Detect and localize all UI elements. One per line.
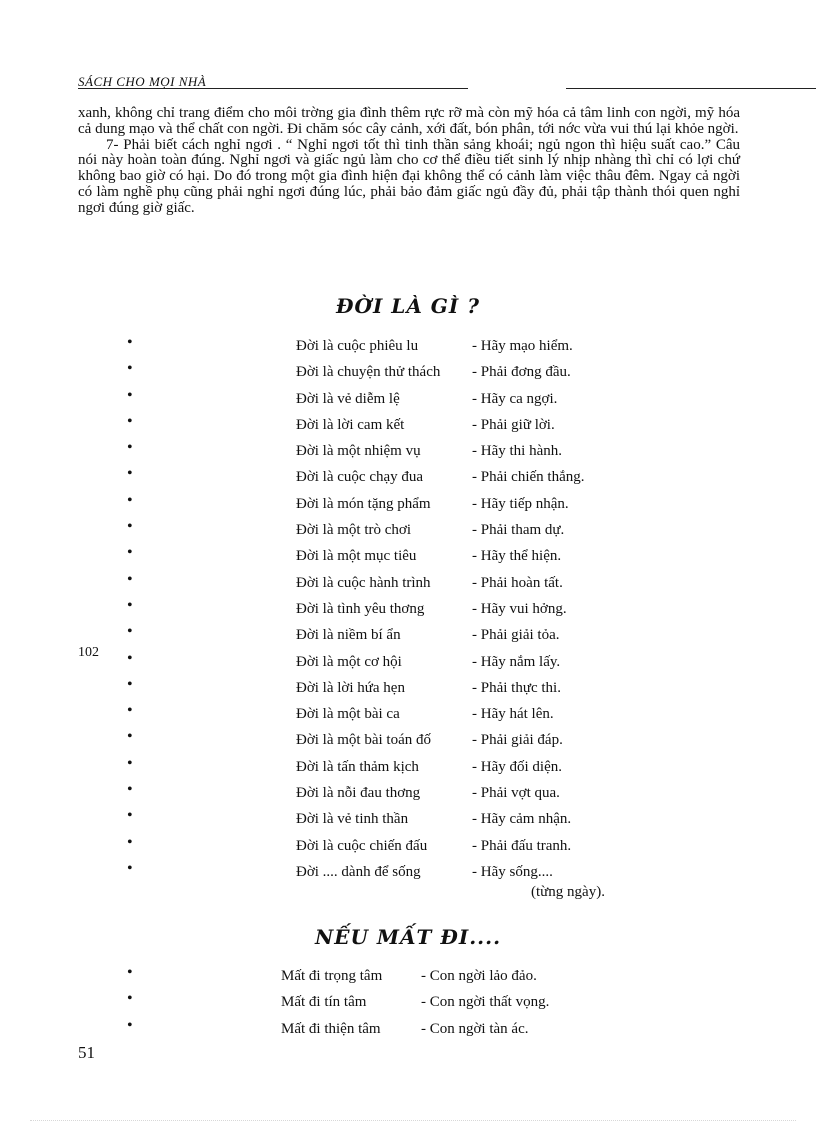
bullet-icon: • [127, 990, 133, 1008]
list-item-response: - Hãy ca ngợi. [472, 390, 558, 407]
list-item [0, 783, 816, 809]
list-item-statement: Đời là vẻ diễm lệ [296, 390, 400, 407]
bullet-icon: • [127, 754, 133, 772]
list-item [0, 520, 816, 546]
bullet-icon: • [127, 807, 133, 825]
list-item [0, 649, 816, 678]
bullet-icon: • [127, 623, 133, 641]
body-paragraph-2: 7- Phải biết cách nghỉ ngơi . “ Nghỉ ngơi tốt thì tinh thần sảng khoái; ngủ ngon thì hiệu suất cao.” Câu nói này hoàn toàn đúng. Nghỉ ngơi và giấc ngủ làm cho cơ thể điều tiết sinh lý nhịp nhàng thì chỉ có lợi chứ không bao giờ có hại. Do đó trong một gia đình hiện đại không thể có cảnh làm việc thâu đêm. Ngay cả ngời có làm nghề phụ cũng phải nghỉ ngơi đúng lúc, phải bảo đảm giấc ngủ đầy đủ, phải tập thành thói quen nghỉ ngơi đúng giờ giấc. [78, 136, 740, 216]
list-item-statement: Đời là lời cam kết [296, 416, 405, 433]
list-item-statement: Đời là tình yêu thơng [296, 600, 425, 617]
list-item [0, 754, 816, 783]
list-item [0, 809, 816, 835]
bullet-icon: • [127, 518, 133, 536]
list-item-statement: Đời là một trò chơi [296, 522, 412, 539]
list-item-statement: Mất đi trọng tâm [281, 968, 383, 984]
bullet-icon: • [127, 1016, 133, 1034]
list-item-response: - Phải vợt qua. [472, 785, 560, 802]
list-item-statement: Đời .... dành để sống [296, 863, 421, 880]
bullet-icon: • [127, 439, 133, 457]
bullet-icon: • [127, 544, 133, 562]
neu-mat-di-list [0, 966, 816, 1045]
list-item-response: - Phải chiến thắng. [472, 469, 585, 486]
list-item-statement: Đời là lời hứa hẹn [296, 679, 405, 696]
bullet-icon: • [127, 465, 133, 483]
list-item [0, 833, 816, 862]
bullet-icon: • [127, 964, 133, 981]
list-item-response: - Hãy vui hởng. [472, 600, 567, 617]
list-item-response: - Hãy sống.... [472, 863, 553, 880]
list-item-statement: Đời là cuộc chạy đua [296, 469, 424, 486]
list-item [0, 596, 816, 625]
list-item-statement: Mất đi tín tâm [281, 994, 367, 1011]
margin-number: 102 [78, 645, 99, 660]
bullet-icon: • [127, 649, 133, 667]
list-item [0, 992, 816, 1018]
bullet-icon: • [127, 859, 133, 877]
list-item-statement: Đời là chuyện thử thách [296, 364, 441, 381]
list-item [0, 546, 816, 572]
bullet-icon: • [127, 728, 133, 746]
list-item [0, 491, 816, 520]
list-item [0, 336, 816, 362]
list-item-response: - Hãy cảm nhận. [472, 811, 572, 828]
list-item [0, 570, 816, 599]
list-item-statement: Đời là một mục tiêu [296, 548, 417, 565]
list-item-response: - Hãy nắm lấy. [472, 653, 561, 670]
list-item-response: - Hãy mạo hiểm. [472, 338, 573, 354]
list-item-statement: Đời là nỗi đau thơng [296, 785, 421, 802]
list-item-response: - Hãy thi hành. [472, 443, 562, 460]
header-rule-right [566, 88, 816, 89]
running-header [78, 74, 816, 92]
list-item [0, 966, 816, 992]
header-rule-left [78, 88, 468, 89]
bullet-icon: • [127, 570, 133, 588]
list-item [0, 730, 816, 756]
list-item-statement: Đời là tấn thảm kịch [296, 758, 419, 775]
list-item-response: - Phải giữ lời. [472, 416, 555, 433]
list-item [0, 386, 816, 415]
list-item-statement: Đời là món tặng phẩm [296, 495, 431, 512]
page-number: 51 [78, 1043, 95, 1062]
list-item-statement: Đời là một cơ hội [296, 653, 402, 670]
bullet-icon: • [127, 386, 133, 404]
footer-dotted-rule [30, 1120, 796, 1121]
list-item-response: - Hãy thể hiện. [472, 548, 562, 565]
bullet-icon: • [127, 675, 133, 693]
list-item-response: - Phải đơng đầu. [472, 364, 571, 381]
list-item-response: - Hãy hát lên. [472, 706, 554, 723]
list-item-response: - Hãy tiếp nhận. [472, 495, 569, 512]
list-item [0, 441, 816, 467]
list-item [0, 362, 816, 388]
list-item-response: - Phải thực thi. [472, 679, 561, 696]
doi-la-gi-list [0, 336, 816, 888]
bullet-icon: • [127, 781, 133, 799]
list-item-statement: Đời là cuộc chiến đấu [296, 837, 428, 854]
list-item-response: - Phải tham dự. [472, 522, 565, 539]
list-item [0, 1016, 816, 1045]
list-item-statement: Đời là một nhiệm vụ [296, 443, 421, 460]
list-item [0, 467, 816, 493]
list-item-statement: Đời là cuộc hành trình [296, 574, 431, 591]
bullet-icon: • [127, 702, 133, 720]
list-item-response: - Con ngời lảo đảo. [421, 968, 537, 984]
bullet-icon: • [127, 596, 133, 614]
list-item-statement: Đời là cuộc phiêu lu [296, 338, 419, 354]
bullet-icon: • [127, 833, 133, 851]
list-item-response: - Phải đấu tranh. [472, 837, 572, 854]
section-heading-neu-mat-di: NẾU MẤT ĐI.... [314, 925, 502, 949]
list-item-response: - Phải hoàn tất. [472, 574, 563, 591]
bullet-icon: • [127, 360, 133, 378]
bullet-icon: • [127, 412, 133, 430]
list-item-response: - Phải giải tỏa. [472, 627, 560, 644]
list-item-response: - Phải giải đáp. [472, 732, 563, 749]
list-item-statement: Đời là niềm bí ẩn [296, 627, 401, 644]
list-item-response: - Con ngời thất vọng. [421, 994, 550, 1011]
list-item-statement: Đời là một bài toán đố [296, 732, 431, 749]
list-item [0, 859, 816, 888]
list-item [0, 675, 816, 704]
bullet-icon: • [127, 491, 133, 509]
section-heading-doi-la-gi: ĐỜI LÀ GÌ ? [336, 294, 480, 318]
list-item-response: - Hãy đối diện. [472, 758, 562, 775]
list-item-response: - Con ngời tàn ác. [421, 1020, 529, 1037]
list-item-statement: Đời là một bài ca [296, 706, 400, 723]
list-item [0, 704, 816, 730]
body-paragraph-1: xanh, không chỉ trang điểm cho môi trờng gia đình thêm rực rỡ mà còn mỹ hóa cả tâm linh con ngời, mỹ hóa cả dung mạo và thể chất con ngời. Đi chăm sóc cây cảnh, xới đất, bón phân, tới nớc vừa vui thú lại khỏe ngời. [78, 105, 740, 137]
body-text [78, 106, 740, 217]
list-item-statement: Mất đi thiện tâm [281, 1020, 381, 1037]
bullet-icon: • [127, 334, 133, 351]
list-item [0, 625, 816, 651]
list-item-statement: Đời là vẻ tinh thần [296, 811, 409, 828]
list-tail-note: (từng ngày). [531, 884, 605, 900]
list-item [0, 412, 816, 441]
running-header-title: SÁCH CHO MỌI NHÀ [78, 74, 207, 89]
